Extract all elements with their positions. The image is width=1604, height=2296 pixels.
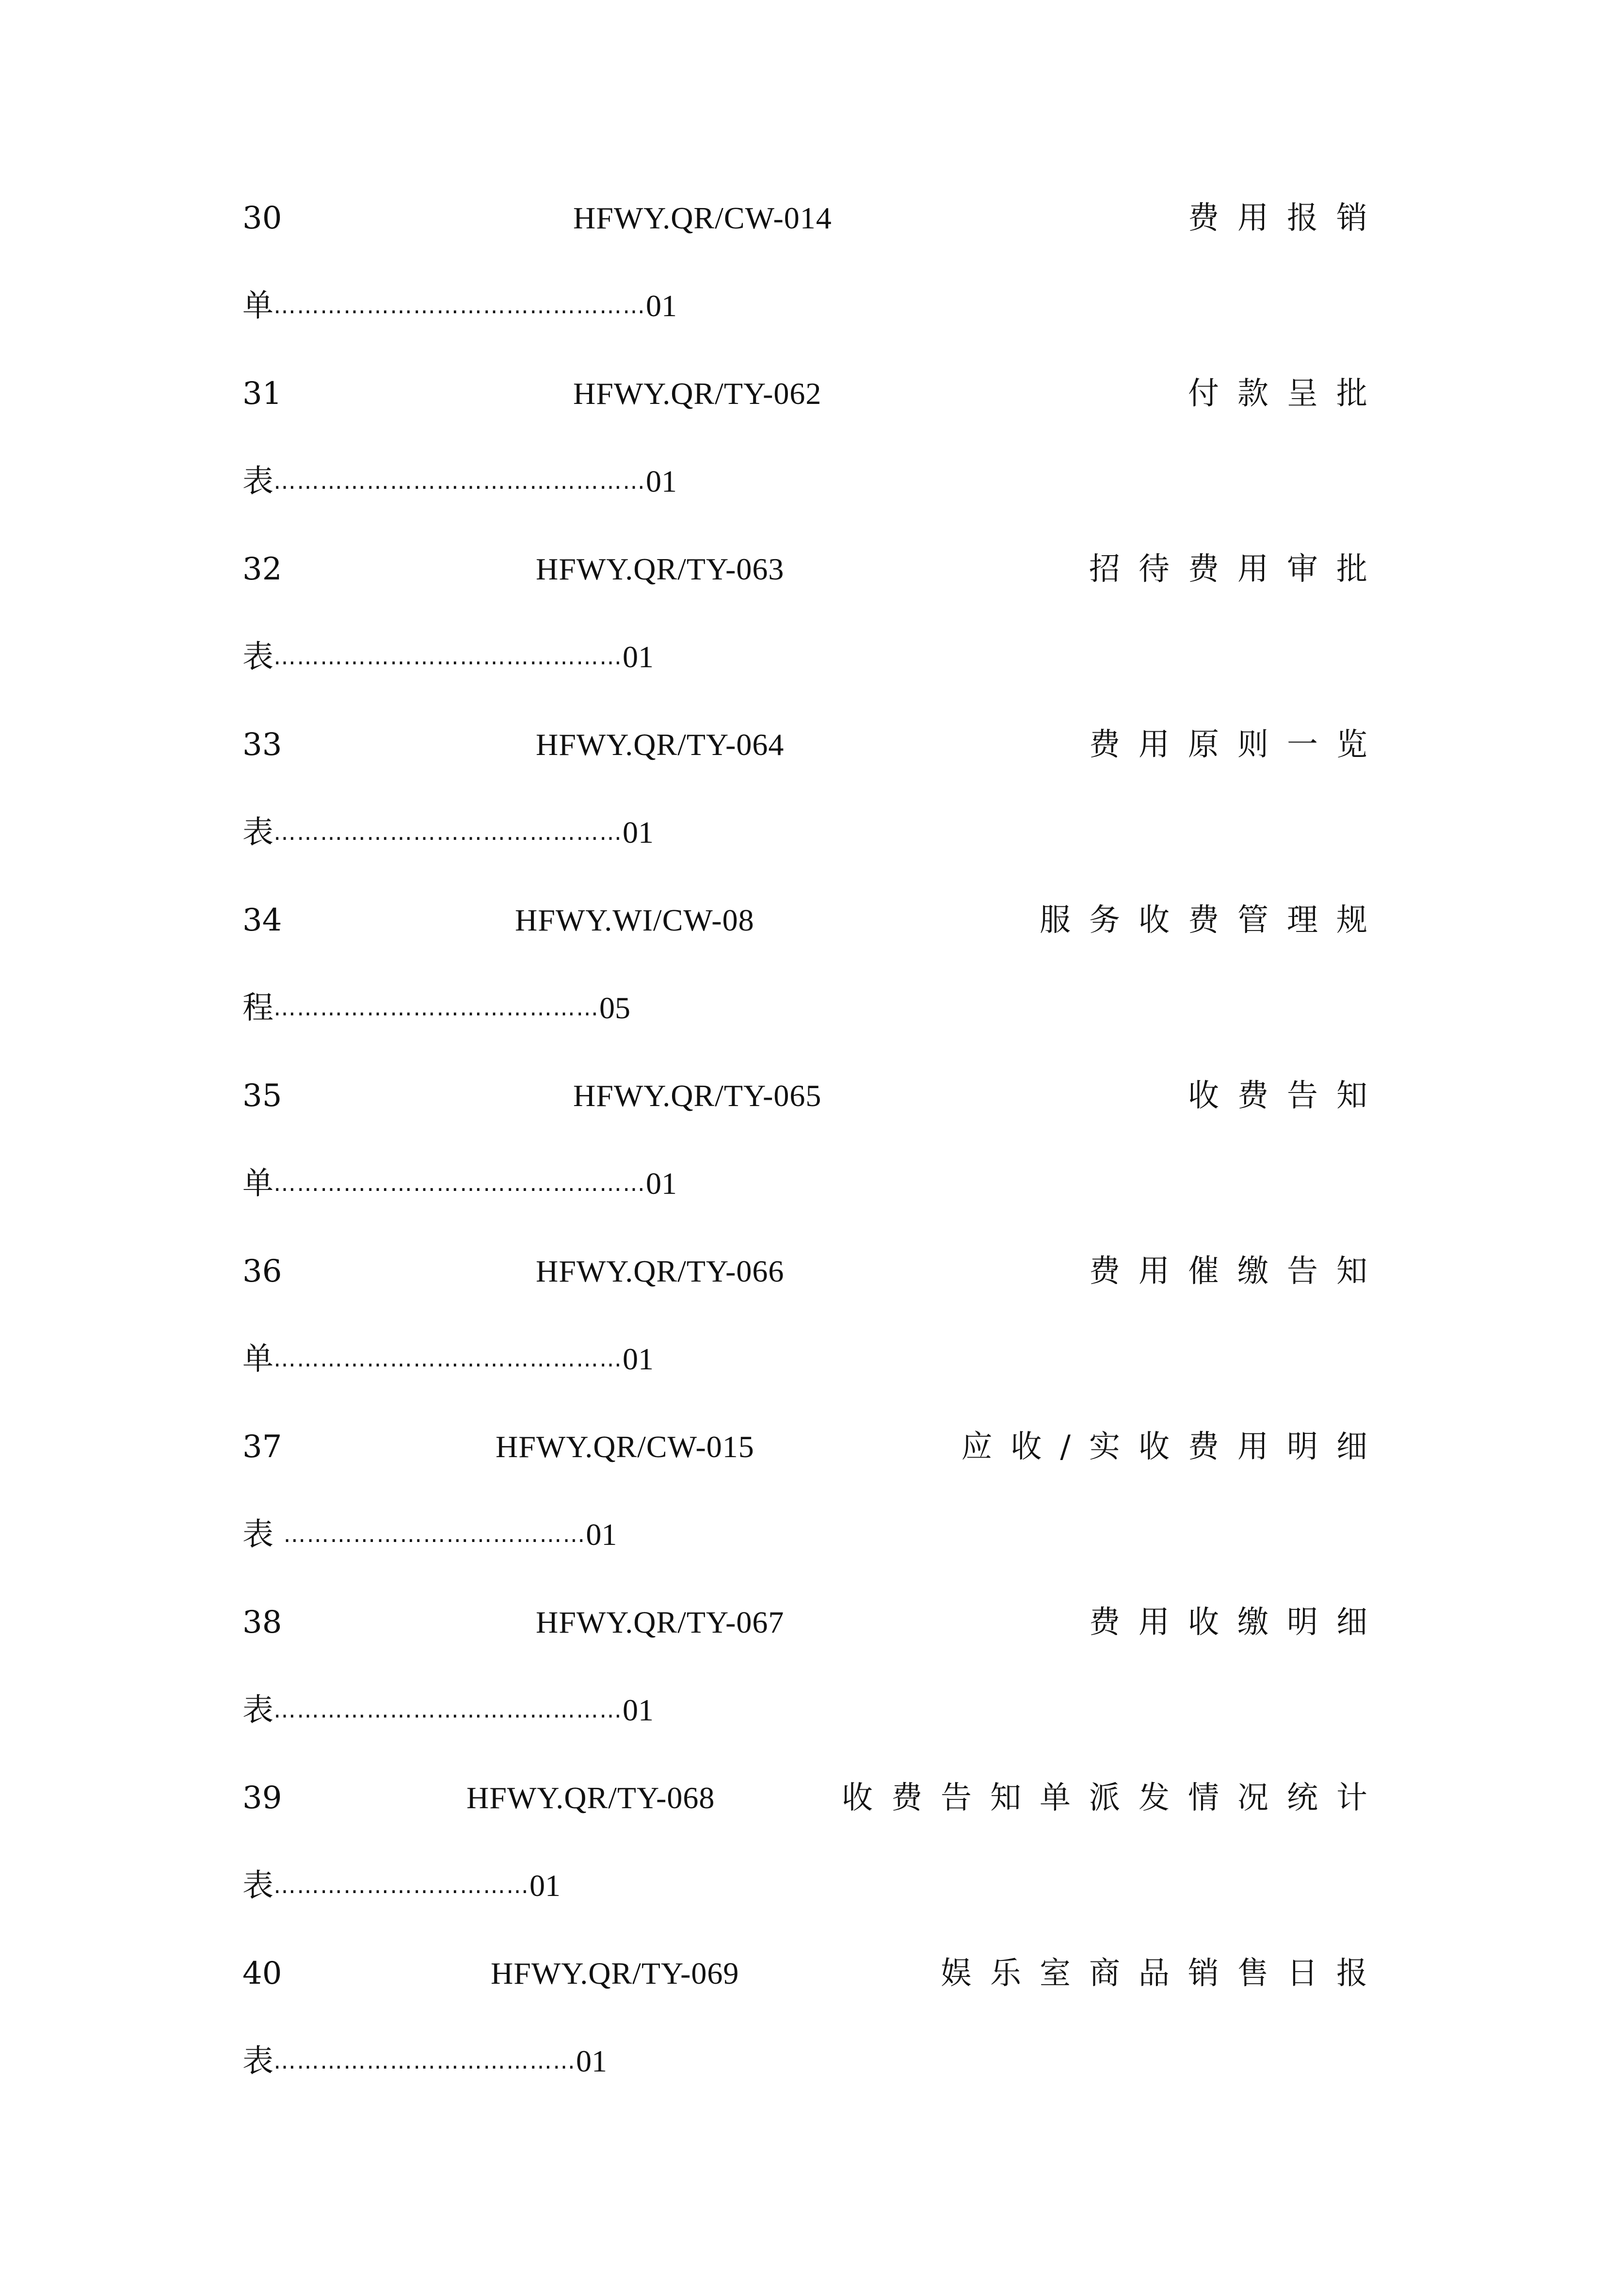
title-tail: 表: [242, 1517, 284, 1553]
toc-entry-continuation: [242, 1330, 654, 1388]
entry-number: 36: [242, 1253, 282, 1289]
document-title: 收费告知单派发情况统计: [842, 1780, 1386, 1816]
document-title: 费用收缴明细: [1089, 1605, 1386, 1640]
entry-number: 34: [242, 902, 282, 938]
document-title: 费用报销: [1188, 200, 1386, 236]
toc-entry-continuation: [242, 1681, 654, 1739]
document-title: 应收/实收费用明细: [961, 1429, 1386, 1465]
toc-entry-header: [242, 1769, 1386, 1827]
toc-entry-header: [242, 1067, 1386, 1125]
title-tail: 表: [242, 815, 273, 851]
dot-leader: …………………………………………: [273, 1170, 646, 1196]
toc-entry-header: [242, 1242, 1386, 1301]
toc-entry-40: [242, 1944, 1386, 2296]
dot-leader: …………………………………………: [273, 292, 646, 319]
toc-entry-continuation: [242, 276, 677, 335]
document-title: 费用原则一览: [1089, 727, 1386, 763]
toc-entry-header: [242, 189, 1386, 247]
toc-entry-header: [242, 1418, 1386, 1476]
document-title: 费用催缴告知: [1089, 1253, 1386, 1289]
entry-number: 37: [242, 1429, 282, 1465]
entry-number: 40: [242, 1956, 282, 1991]
toc-entry-header: [242, 1593, 1386, 1652]
document-code: HFWY.QR/TY-064: [536, 727, 785, 762]
toc-entry-header: [242, 891, 1386, 949]
dot-leader: …………………………………………: [273, 468, 646, 494]
title-tail: 单: [242, 288, 273, 324]
document-code: HFWY.WI/CW-08: [515, 903, 754, 937]
toc-entry-continuation: [242, 803, 654, 861]
page-number: 01: [529, 1868, 561, 1903]
title-tail: 程: [242, 990, 273, 1026]
entry-number: 35: [242, 1078, 282, 1114]
page-number: 05: [599, 991, 630, 1025]
dot-leader: ……………………………………: [273, 995, 599, 1021]
document-code: HFWY.QR/CW-014: [573, 201, 832, 235]
page-number: 01: [623, 640, 654, 674]
entry-number: 33: [242, 727, 282, 763]
entry-number: 32: [242, 551, 282, 587]
toc-entry-continuation: [242, 1505, 617, 1563]
dot-leader: …………………………………: [283, 1521, 586, 1547]
document-title: 付款呈批: [1188, 376, 1386, 412]
title-tail: 表: [242, 1692, 273, 1728]
toc-entry-header: [242, 365, 1386, 423]
toc-entry-header: [242, 540, 1386, 598]
entry-number: 39: [242, 1780, 282, 1816]
title-tail: 表: [242, 464, 273, 499]
document-title: 服务收费管理规: [1040, 902, 1386, 938]
document-code: HFWY.QR/TY-065: [573, 1078, 822, 1113]
title-tail: 单: [242, 1166, 273, 1202]
entry-number: 38: [242, 1605, 282, 1640]
page-number: 01: [646, 289, 677, 323]
toc-entry-continuation: [242, 979, 630, 1037]
toc-entry-header: [242, 716, 1386, 774]
title-tail: 表: [242, 1868, 273, 1904]
title-tail: 表: [242, 2043, 273, 2079]
document-title: 招待费用审批: [1089, 551, 1386, 587]
page-number: 01: [623, 1342, 654, 1376]
dot-leader: ………………………………………: [273, 643, 623, 670]
page-number: 01: [623, 1693, 654, 1727]
document-code: HFWY.QR/TY-068: [466, 1781, 715, 1815]
dot-leader: ……………………………: [273, 1872, 529, 1898]
entry-number: 30: [242, 200, 282, 236]
entry-number: 31: [242, 376, 282, 412]
document-title: 收费告知: [1188, 1078, 1386, 1114]
toc-entry-continuation: [242, 452, 677, 510]
page-number: 01: [646, 464, 677, 498]
document-code: HFWY.QR/TY-066: [536, 1254, 785, 1288]
dot-leader: ………………………………………: [273, 819, 623, 845]
dot-leader: …………………………………: [273, 2048, 576, 2074]
toc-entry-continuation: [242, 1856, 561, 1914]
toc-entry-header: [242, 1944, 1386, 2003]
title-tail: 表: [242, 639, 273, 675]
dot-leader: ………………………………………: [273, 1346, 623, 1372]
page-number: 01: [576, 2044, 607, 2078]
document-title: 娱乐室商品销售日报: [941, 1956, 1386, 1991]
toc-entry-continuation: [242, 1154, 677, 1212]
toc-entry-continuation: [242, 627, 654, 686]
document-code: HFWY.QR/TY-062: [573, 376, 822, 411]
dot-leader: ………………………………………: [273, 1697, 623, 1723]
page-number: 01: [646, 1166, 677, 1201]
toc-entry-continuation: [242, 2032, 607, 2090]
page-number: 01: [623, 815, 654, 850]
document-code: HFWY.QR/TY-069: [491, 1956, 739, 1991]
document-code: HFWY.QR/CW-015: [496, 1429, 754, 1464]
document-code: HFWY.QR/TY-067: [536, 1605, 785, 1639]
document-code: HFWY.QR/TY-063: [536, 552, 785, 586]
title-tail: 单: [242, 1341, 273, 1377]
page-number: 01: [586, 1517, 617, 1552]
